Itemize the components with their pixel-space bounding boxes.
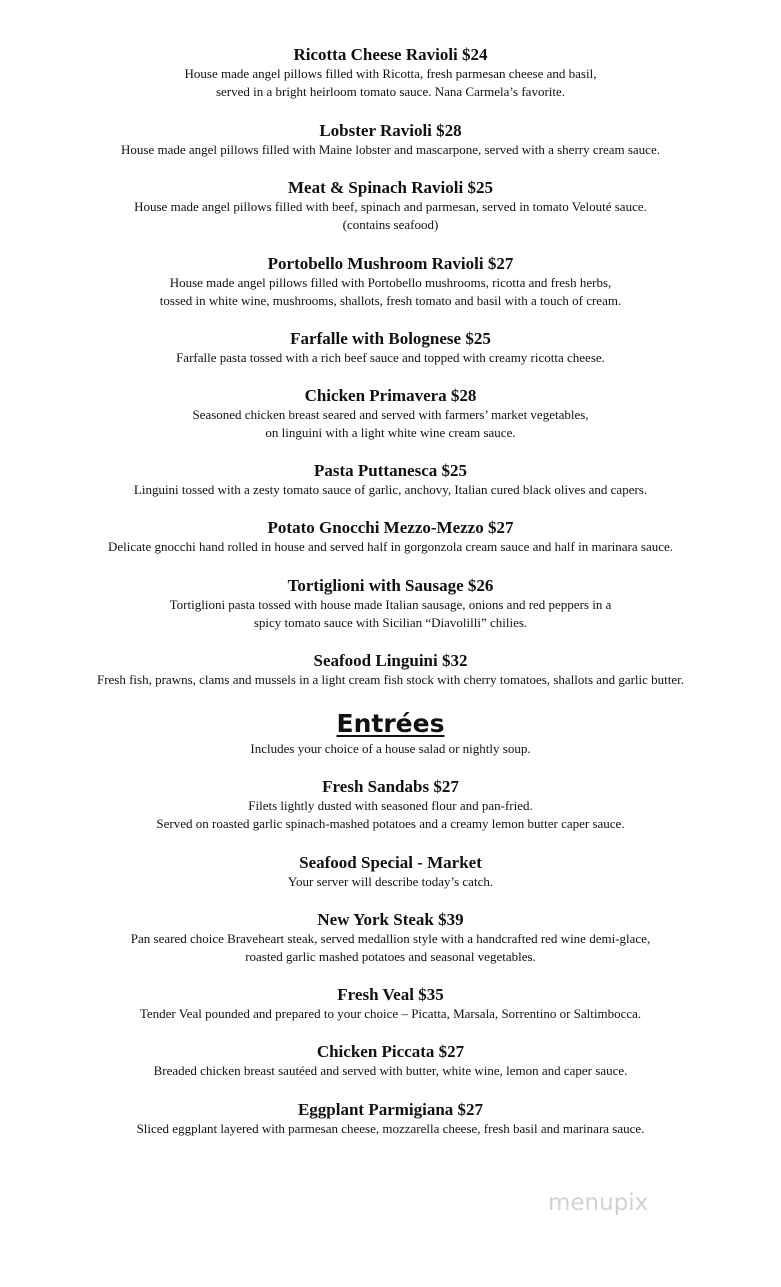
menu-item [0, 45, 781, 101]
item-description: Pan seared choice Braveheart steak, served medallion style with a handcrafted red wine demi-glace, [130, 931, 651, 946]
item-description: served in a bright heirloom tomato sauce. Nana Carmela’s favorite. [215, 84, 566, 99]
item-title: Farfalle with Bolognese $25 [290, 329, 491, 348]
item-title: Portobello Mushroom Ravioli $27 [267, 254, 514, 273]
section-subtitle: Includes your choice of a house salad or nightly soup. [250, 741, 531, 756]
menu-item [0, 254, 781, 310]
menu-item [0, 985, 781, 1023]
menu-item [0, 386, 781, 442]
item-description: Tortiglioni pasta tossed with house made Italian sausage, onions and red peppers in a [169, 597, 612, 612]
item-title: Pasta Puttanesca $25 [314, 461, 467, 480]
section-heading: Entrées [336, 709, 445, 738]
menu-item [0, 461, 781, 499]
menu-item [0, 651, 781, 689]
item-title: Potato Gnocchi Mezzo-Mezzo $27 [267, 518, 514, 537]
item-description: Served on roasted garlic spinach-mashed potatoes and a creamy lemon butter caper sauce. [156, 816, 625, 831]
menu-item [0, 178, 781, 234]
menu-item [0, 121, 781, 159]
item-description: on linguini with a light white wine cream sauce. [265, 425, 516, 440]
item-title: Tortiglioni with Sausage $26 [287, 576, 494, 595]
watermark: menupix [548, 1190, 649, 1216]
item-title: Seafood Linguini $32 [313, 651, 468, 670]
item-title: Fresh Sandabs $27 [322, 777, 459, 796]
item-description: spicy tomato sauce with Sicilian “Diavolilli” chilies. [253, 615, 528, 630]
item-description: Your server will describe today’s catch. [287, 874, 494, 889]
menu-item [0, 910, 781, 966]
item-description: House made angel pillows filled with Maine lobster and mascarpone, served with a sherry cream sauce. [121, 142, 660, 157]
item-description: Fresh fish, prawns, clams and mussels in a light cream fish stock with cherry tomatoes, shallots and garlic butter. [96, 672, 685, 687]
item-description: Seasoned chicken breast seared and served with farmers’ market vegetables, [192, 407, 589, 422]
item-description: Tender Veal pounded and prepared to your choice – Picatta, Marsala, Sorrentino or Saltimbocca. [139, 1006, 642, 1021]
item-description: roasted garlic mashed potatoes and seasonal vegetables. [245, 949, 536, 964]
menu-item [0, 1042, 781, 1080]
item-title: Chicken Piccata $27 [316, 1042, 465, 1061]
menu-item [0, 576, 781, 632]
item-description: House made angel pillows filled with Portobello mushrooms, ricotta and fresh herbs, [169, 275, 612, 290]
item-description: tossed in white wine, mushrooms, shallots, fresh tomato and basil with a touch of cream. [159, 293, 622, 308]
item-description: Linguini tossed with a zesty tomato sauce of garlic, anchovy, Italian cured black olives and capers. [133, 482, 648, 497]
item-description: House made angel pillows filled with Ricotta, fresh parmesan cheese and basil, [184, 66, 597, 81]
item-description: Sliced eggplant layered with parmesan cheese, mozzarella cheese, fresh basil and marinara sauce. [136, 1121, 645, 1136]
item-title: Eggplant Parmigiana $27 [297, 1100, 484, 1119]
item-title: Chicken Primavera $28 [304, 386, 477, 405]
item-title: New York Steak $39 [317, 910, 464, 929]
item-description: (contains seafood) [342, 217, 439, 232]
item-description: House made angel pillows filled with beef, spinach and parmesan, served in tomato Velouté sauce. [134, 199, 647, 214]
item-title: Fresh Veal $35 [337, 985, 444, 1004]
item-title: Seafood Special - Market [299, 853, 482, 872]
item-description: Breaded chicken breast sautéed and served with butter, white wine, lemon and caper sauce. [153, 1063, 628, 1078]
menu-item [0, 518, 781, 556]
item-title: Meat & Spinach Ravioli $25 [288, 178, 493, 197]
item-description: Delicate gnocchi hand rolled in house and served half in gorgonzola cream sauce and half in marinara sauce. [107, 539, 674, 554]
item-description: Farfalle pasta tossed with a rich beef sauce and topped with creamy ricotta cheese. [176, 350, 605, 365]
menu-item [0, 853, 781, 891]
item-description: Filets lightly dusted with seasoned flour and pan-fried. [248, 798, 533, 813]
item-title: Ricotta Cheese Ravioli $24 [293, 45, 488, 64]
item-title: Lobster Ravioli $28 [319, 121, 462, 140]
menu-item [0, 777, 781, 833]
menu-item [0, 329, 781, 367]
menu-item [0, 1100, 781, 1138]
